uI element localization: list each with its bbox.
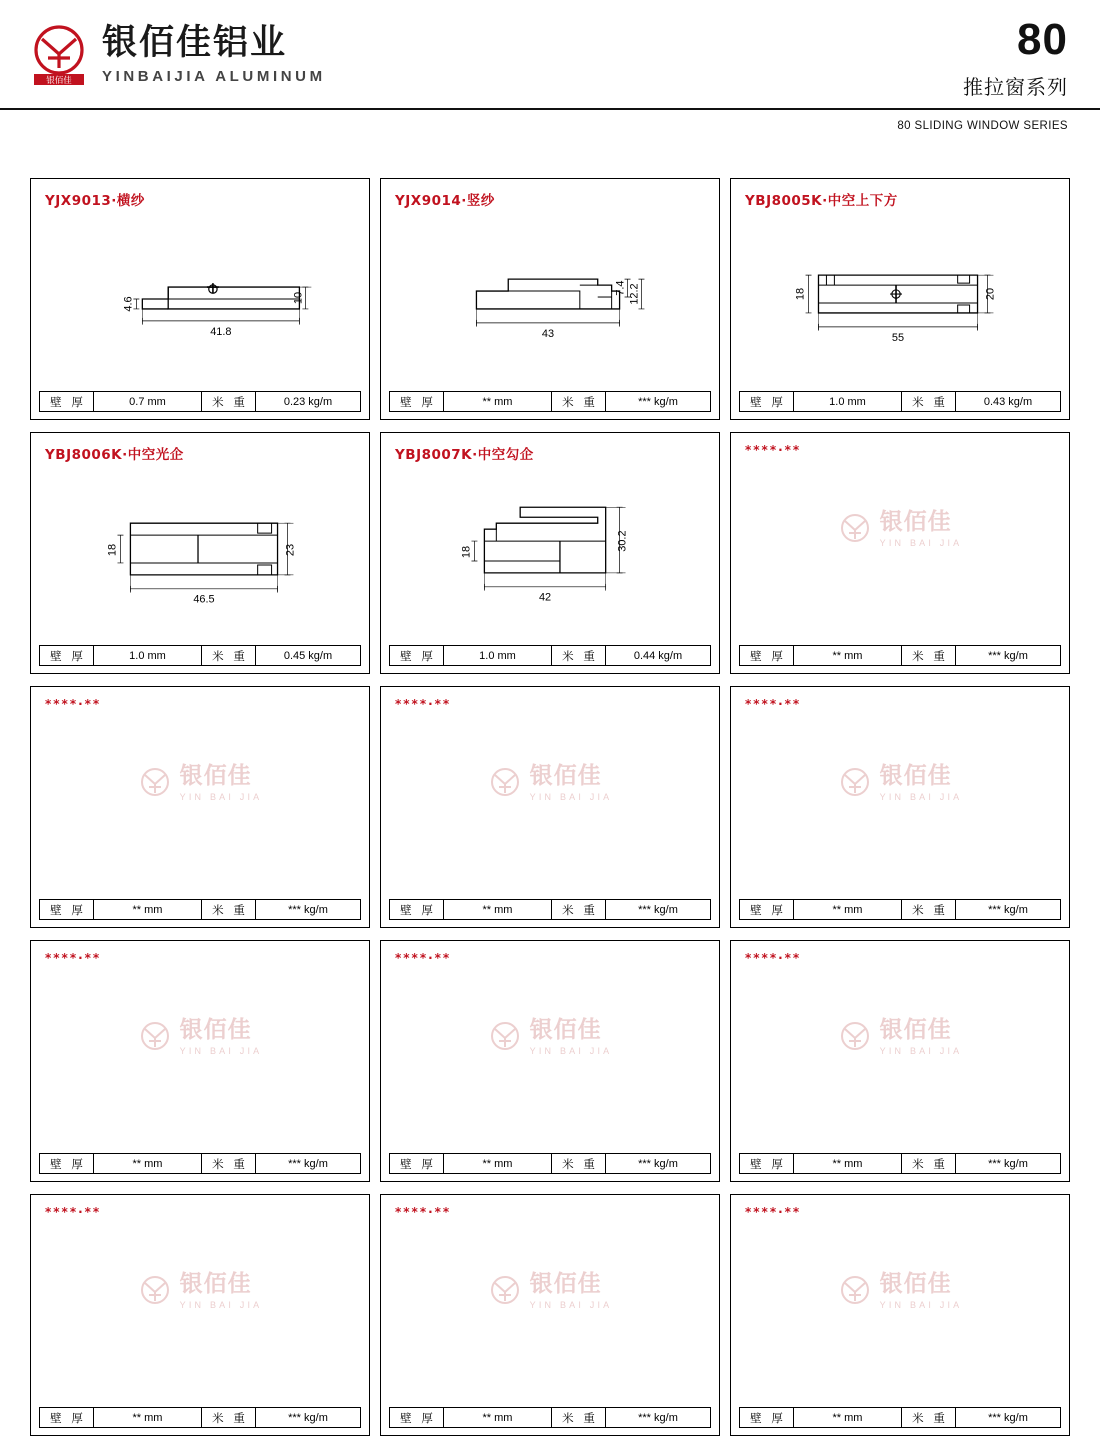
profile-code: ****·**: [745, 951, 802, 965]
svg-text:12.2: 12.2: [628, 283, 641, 305]
spec-strip: [389, 645, 711, 666]
spec-label-weight: 米 重: [202, 1154, 256, 1173]
profile-code: YJX9013·横纱: [45, 193, 145, 209]
profile-card-placeholder[interactable]: [380, 940, 720, 1182]
spec-value-thickness: 1.0 mm: [444, 646, 552, 665]
ybj-watermark-icon: [138, 1275, 172, 1309]
watermark: [381, 1019, 719, 1056]
spec-value-weight: *** kg/m: [288, 1411, 328, 1424]
svg-text:18: 18: [106, 543, 119, 557]
profile-card-placeholder[interactable]: [30, 1194, 370, 1436]
spec-value-weight: *** kg/m: [988, 1411, 1028, 1424]
spec-label-weight: 米 重: [552, 392, 606, 411]
spec-label-weight: 米 重: [902, 900, 956, 919]
svg-text:55: 55: [891, 331, 905, 344]
spec-label-weight: 米 重: [552, 1408, 606, 1427]
profile-code: YBJ8007K·中空勾企: [395, 447, 534, 463]
watermark: [31, 1019, 369, 1056]
spec-label-thickness: 壁 厚: [390, 1408, 444, 1427]
watermark-en: YIN BAI JIA: [529, 1300, 613, 1310]
spec-value-weight: *** kg/m: [988, 903, 1028, 916]
spec-label-weight: 米 重: [202, 1408, 256, 1427]
watermark-cn: 银佰佳: [879, 1271, 952, 1297]
spec-label-thickness: 壁 厚: [740, 900, 794, 919]
profile-card-placeholder[interactable]: [30, 940, 370, 1182]
watermark-cn: 银佰佳: [879, 1017, 952, 1043]
series-block: [963, 15, 1068, 100]
spec-strip: [39, 899, 361, 920]
spec-label-thickness: 壁 厚: [740, 1154, 794, 1173]
spec-value-weight: *** kg/m: [638, 1157, 678, 1170]
profile-card-placeholder[interactable]: [730, 1194, 1070, 1436]
spec-label-thickness: 壁 厚: [40, 1408, 94, 1427]
spec-label-weight: 米 重: [202, 646, 256, 665]
profile-code: ****·**: [395, 1205, 452, 1219]
profile-code: ****·**: [45, 697, 102, 711]
spec-value-weight: *** kg/m: [288, 1157, 328, 1170]
ybj-watermark-icon: [138, 767, 172, 801]
spec-value-thickness: ** mm: [794, 1154, 902, 1173]
spec-value-weight: 0.44 kg/m: [633, 649, 683, 662]
spec-label-weight: 米 重: [902, 1408, 956, 1427]
profile-card-placeholder[interactable]: [730, 940, 1070, 1182]
profile-code: YBJ8006K·中空光企: [45, 447, 184, 463]
series-title-cn: 推拉窗系列: [963, 75, 1068, 99]
watermark-cn: 银佰佳: [529, 763, 602, 789]
spec-strip: [739, 1153, 1061, 1174]
watermark-cn: 银佰佳: [179, 1271, 252, 1297]
spec-value-weight: 0.45 kg/m: [283, 649, 333, 662]
brand-name-en: YINBAIJIA ALUMINUM: [102, 67, 326, 85]
spec-value-thickness: ** mm: [794, 1408, 902, 1427]
spec-label-thickness: 壁 厚: [40, 392, 94, 411]
watermark: [731, 511, 1069, 548]
spec-value-thickness: ** mm: [794, 900, 902, 919]
spec-label-weight: 米 重: [202, 392, 256, 411]
spec-strip: [739, 645, 1061, 666]
ybj-watermark-icon: [838, 1275, 872, 1309]
spec-label-thickness: 壁 厚: [40, 900, 94, 919]
spec-strip: [389, 1153, 711, 1174]
spec-strip: [739, 899, 1061, 920]
profile-card-placeholder[interactable]: [380, 1194, 720, 1436]
spec-value-weight: 0.43 kg/m: [983, 395, 1033, 408]
brand-name-cn: 银佰佳铝业: [102, 22, 288, 63]
spec-value-thickness: ** mm: [94, 1408, 202, 1427]
spec-label-weight: 米 重: [902, 392, 956, 411]
ybj-watermark-icon: [138, 1021, 172, 1055]
watermark-en: YIN BAI JIA: [529, 1046, 613, 1056]
spec-label-thickness: 壁 厚: [390, 900, 444, 919]
spec-value-weight: *** kg/m: [638, 903, 678, 916]
svg-text:43: 43: [541, 327, 555, 340]
ybj-watermark-icon: [488, 767, 522, 801]
spec-strip: [389, 1407, 711, 1428]
watermark-en: YIN BAI JIA: [529, 792, 613, 802]
series-number: 80: [1017, 15, 1068, 64]
spec-strip: [39, 645, 361, 666]
spec-value-weight: *** kg/m: [988, 1157, 1028, 1170]
profile-card[interactable]: [30, 178, 370, 420]
profile-drawing-hollow-hook-stile: [381, 467, 719, 643]
watermark-en: YIN BAI JIA: [879, 792, 963, 802]
spec-label-weight: 米 重: [552, 646, 606, 665]
profile-code: YBJ8005K·中空上下方: [745, 193, 898, 209]
spec-label-thickness: 壁 厚: [740, 1408, 794, 1427]
profile-card-placeholder[interactable]: [380, 686, 720, 928]
series-title-en: 80 SLIDING WINDOW SERIES: [897, 120, 1068, 132]
spec-label-thickness: 壁 厚: [40, 646, 94, 665]
spec-strip: [389, 391, 711, 412]
spec-strip: [39, 391, 361, 412]
ybj-watermark-icon: [838, 767, 872, 801]
watermark-cn: 银佰佳: [879, 763, 952, 789]
spec-value-thickness: ** mm: [444, 900, 552, 919]
svg-text:7.4: 7.4: [614, 280, 627, 296]
watermark: [731, 1019, 1069, 1056]
watermark-en: YIN BAI JIA: [179, 1300, 263, 1310]
spec-label-thickness: 壁 厚: [390, 1154, 444, 1173]
svg-text:10: 10: [292, 291, 305, 305]
watermark-en: YIN BAI JIA: [879, 1046, 963, 1056]
watermark-cn: 银佰佳: [529, 1271, 602, 1297]
watermark: [381, 765, 719, 802]
ybj-logo-icon: [28, 24, 90, 86]
spec-label-weight: 米 重: [552, 900, 606, 919]
profile-drawing-horizontal-screen: [31, 213, 369, 389]
watermark: [31, 1273, 369, 1310]
ybj-watermark-icon: [838, 1021, 872, 1055]
spec-value-weight: *** kg/m: [638, 1411, 678, 1424]
watermark-en: YIN BAI JIA: [179, 1046, 263, 1056]
watermark: [381, 1273, 719, 1310]
spec-label-thickness: 壁 厚: [390, 392, 444, 411]
svg-text:18: 18: [460, 545, 473, 559]
profile-card-placeholder[interactable]: [730, 686, 1070, 928]
profile-card[interactable]: [380, 178, 720, 420]
profile-drawing-hollow-top-bottom: [731, 213, 1069, 389]
spec-value-thickness: 1.0 mm: [794, 392, 902, 411]
profile-code: ****·**: [395, 697, 452, 711]
watermark-en: YIN BAI JIA: [179, 792, 263, 802]
watermark-cn: 银佰佳: [179, 1017, 252, 1043]
svg-text:42: 42: [538, 591, 552, 604]
spec-label-thickness: 壁 厚: [740, 646, 794, 665]
profile-code: ****·**: [45, 1205, 102, 1219]
profile-card[interactable]: [380, 432, 720, 674]
spec-label-weight: 米 重: [902, 646, 956, 665]
profile-code: YJX9014·竖纱: [395, 193, 495, 209]
watermark: [731, 1273, 1069, 1310]
svg-text:18: 18: [794, 287, 807, 301]
watermark-en: YIN BAI JIA: [879, 538, 963, 548]
profile-grid: [30, 178, 1070, 1436]
spec-value-thickness: ** mm: [444, 392, 552, 411]
watermark: [31, 765, 369, 802]
svg-text:30.2: 30.2: [616, 530, 629, 552]
spec-value-weight: *** kg/m: [288, 903, 328, 916]
spec-strip: [389, 899, 711, 920]
spec-label-weight: 米 重: [552, 1154, 606, 1173]
profile-code: ****·**: [745, 1205, 802, 1219]
ybj-watermark-icon: [488, 1021, 522, 1055]
spec-value-weight: *** kg/m: [988, 649, 1028, 662]
spec-value-thickness: 1.0 mm: [94, 646, 202, 665]
watermark-cn: 银佰佳: [879, 509, 952, 535]
spec-strip: [39, 1407, 361, 1428]
spec-label-thickness: 壁 厚: [40, 1154, 94, 1173]
spec-value-thickness: ** mm: [794, 646, 902, 665]
profile-drawing-hollow-plain-stile: [31, 467, 369, 643]
svg-text:41.8: 41.8: [210, 325, 232, 338]
watermark: [731, 765, 1069, 802]
spec-label-weight: 米 重: [202, 900, 256, 919]
spec-label-thickness: 壁 厚: [740, 392, 794, 411]
spec-value-thickness: ** mm: [94, 1154, 202, 1173]
ybj-watermark-icon: [838, 513, 872, 547]
svg-text:20: 20: [984, 287, 997, 301]
spec-value-weight: *** kg/m: [638, 395, 678, 408]
watermark-en: YIN BAI JIA: [879, 1300, 963, 1310]
ybj-watermark-icon: [488, 1275, 522, 1309]
profile-card-placeholder[interactable]: [730, 432, 1070, 674]
svg-text:4.6: 4.6: [122, 296, 135, 312]
brand: [28, 24, 326, 86]
profile-code: ****·**: [745, 697, 802, 711]
profile-code: ****·**: [745, 443, 802, 457]
spec-value-thickness: ** mm: [444, 1154, 552, 1173]
header-divider: [0, 108, 1100, 110]
watermark-cn: 银佰佳: [179, 763, 252, 789]
spec-value-thickness: 0.7 mm: [94, 392, 202, 411]
spec-strip: [739, 391, 1061, 412]
spec-strip: [739, 1407, 1061, 1428]
profile-code: ****·**: [395, 951, 452, 965]
spec-label-weight: 米 重: [902, 1154, 956, 1173]
svg-text:银佰佳: 银佰佳: [46, 76, 72, 86]
profile-drawing-vertical-screen: [381, 213, 719, 389]
page-header: [0, 0, 1100, 140]
profile-card[interactable]: [730, 178, 1070, 420]
spec-label-thickness: 壁 厚: [390, 646, 444, 665]
watermark-cn: 银佰佳: [529, 1017, 602, 1043]
profile-card-placeholder[interactable]: [30, 686, 370, 928]
svg-text:46.5: 46.5: [193, 593, 215, 606]
profile-card[interactable]: [30, 432, 370, 674]
svg-text:23: 23: [284, 543, 297, 557]
spec-strip: [39, 1153, 361, 1174]
spec-value-weight: 0.23 kg/m: [283, 395, 333, 408]
spec-value-thickness: ** mm: [94, 900, 202, 919]
profile-code: ****·**: [45, 951, 102, 965]
spec-value-thickness: ** mm: [444, 1408, 552, 1427]
